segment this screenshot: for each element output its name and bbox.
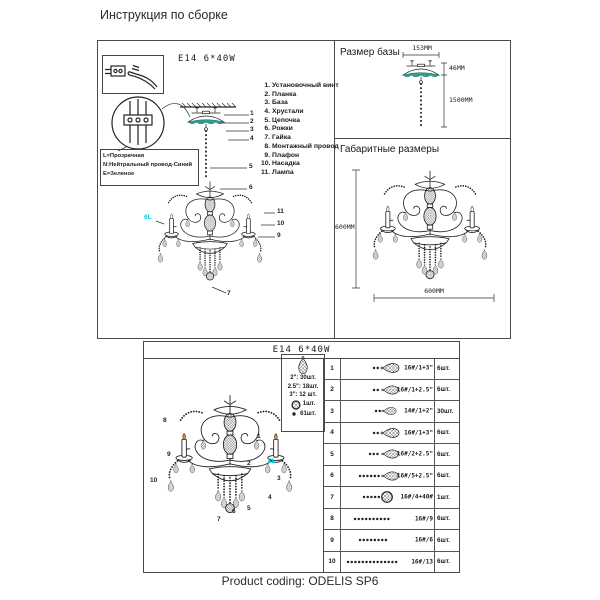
part-number: 3. [264, 99, 270, 107]
part-number: 1. [264, 82, 270, 89]
table-header: E14 6*40W [144, 342, 459, 359]
legend-size-count: 2": 30шт. [290, 375, 316, 381]
overall-size-section [334, 138, 510, 338]
pendant-spec-table [323, 358, 459, 572]
row-spec: 14#/1+2" [404, 407, 433, 415]
bead-chain-pendant-icon [343, 468, 401, 484]
parts-list-item [261, 99, 333, 108]
chandelier-drawing [373, 171, 487, 279]
part-number: 2. [264, 90, 270, 98]
row-qty: 6шт. [434, 552, 459, 573]
row-spec: 16#/5+2.5" [396, 472, 433, 480]
part-number: 8. [264, 142, 270, 150]
lamp-spec-label: E14 6*40W [178, 54, 236, 64]
wiring-note [100, 149, 199, 186]
row-spec: 16#/13 [411, 558, 433, 566]
callout-5: 5 [247, 505, 251, 512]
table-row [324, 358, 459, 380]
pendant-legend [281, 354, 325, 432]
callout-7: 7 [217, 516, 221, 523]
bead-chain-icon [343, 532, 401, 548]
row-number: 5 [324, 444, 341, 465]
legend-size-count: 3": 12 шт. [289, 392, 317, 398]
row-main [341, 401, 434, 422]
overall-width-dim: 600ММ [424, 287, 444, 295]
wiring-note-line: L=Прозрачная [103, 153, 145, 159]
row-qty: 6шт. [434, 423, 459, 444]
callout-1: 1 [250, 110, 254, 117]
parts-list-item [261, 134, 333, 143]
row-spec: 16#/1+2.5" [396, 386, 433, 394]
parts-list [261, 82, 339, 178]
parts-list-item [261, 108, 333, 117]
part-number: 6. [264, 125, 270, 133]
parts-list-item [261, 91, 333, 100]
row-number: 3 [324, 401, 341, 422]
base-size-title: Размер базы [340, 47, 400, 58]
part-number: 9. [264, 151, 270, 159]
table-row [324, 552, 459, 573]
callout-10: 10 [150, 477, 158, 484]
part-number: 11. [261, 168, 271, 176]
legend-bead-row [282, 410, 324, 419]
callout-4: 4 [268, 494, 272, 501]
row-qty: 6шт. [434, 530, 459, 551]
part-label: Рожки [272, 125, 293, 133]
crystal-pendant-icon [296, 356, 310, 374]
row-number: 9 [324, 530, 341, 551]
table-row [324, 509, 459, 531]
row-main [341, 509, 434, 530]
base-height-dim: 46ММ [449, 64, 465, 72]
legend-ball-row [282, 400, 324, 410]
parts-list-item [261, 82, 339, 91]
callout-7: 7 [227, 290, 231, 297]
callout-2: 2 [250, 118, 254, 125]
row-main [341, 487, 434, 508]
product-coding: Product coding: ODELIS SP6 [221, 574, 379, 588]
parts-list-item [261, 117, 333, 126]
row-spec: 16#/1+3" [404, 364, 433, 372]
assembly-section [98, 41, 339, 338]
row-main [341, 552, 434, 573]
page-title: Инструкция по сборке [100, 8, 228, 22]
bead-pendant-icon [343, 446, 401, 462]
row-main [341, 423, 434, 444]
bead-pendant-icon [343, 360, 401, 376]
legend-bead-count: 61шт. [300, 410, 316, 417]
callout-6: 6 [249, 184, 253, 191]
table-row [324, 380, 459, 402]
row-qty: 6шт. [434, 509, 459, 530]
callout-6: 6 [232, 508, 236, 515]
row-main [341, 466, 434, 487]
row-spec: 16#/6 [414, 536, 433, 544]
overall-size-diagram [334, 138, 510, 338]
row-number: 1 [324, 358, 341, 379]
row-spec: 16#/1+3" [404, 429, 433, 437]
part-number: 10. [261, 160, 271, 168]
table-row [324, 444, 459, 466]
row-spec: 16#/4+40# [400, 493, 433, 501]
row-qty: 1шт. [434, 487, 459, 508]
bead-chain-icon [343, 554, 401, 570]
callout-3: 3 [250, 126, 254, 133]
part-number: 7. [264, 134, 270, 142]
upper-instruction-box [97, 40, 511, 339]
part-number: 4. [264, 108, 270, 116]
row-number: 4 [324, 423, 341, 444]
parts-list-item [261, 152, 333, 161]
part-number: 5. [264, 116, 270, 124]
part-label: Планка [272, 90, 297, 98]
row-spec: 16#/9 [414, 515, 433, 523]
callout-4: 4 [250, 135, 254, 142]
overall-height-dim: 600ММ [335, 223, 355, 231]
callout-1: 1 [257, 433, 261, 440]
row-number: 7 [324, 487, 341, 508]
legend-ball-count: 1шт. [302, 401, 316, 407]
wiring-detail-circle [112, 97, 164, 149]
chandelier-drawing [168, 395, 292, 513]
callout-5: 5 [249, 163, 253, 170]
row-qty: 6шт. [434, 380, 459, 401]
row-main [341, 444, 434, 465]
table-row [324, 401, 459, 423]
row-number: 6 [324, 466, 341, 487]
callout-9: 9 [277, 232, 281, 239]
callout-6l: 6L [268, 458, 276, 465]
parts-list-item [261, 160, 333, 169]
part-label: Хрустали [272, 108, 304, 116]
row-number: 10 [324, 552, 341, 573]
base-width-dim: 153ММ [412, 44, 432, 52]
row-spec: 16#/2+2.5" [396, 450, 433, 458]
table-row [324, 530, 459, 552]
row-main [341, 358, 434, 379]
bead-chain-icon [343, 511, 401, 527]
row-qty: 6шт. [434, 444, 459, 465]
part-label: База [272, 99, 288, 107]
part-label: Монтажный провод [272, 142, 339, 150]
bead-pendant-icon [343, 403, 401, 419]
wiring-note-line: E=Зеленое [103, 171, 135, 177]
row-number: 8 [324, 509, 341, 530]
table-row [324, 466, 459, 488]
row-main [341, 380, 434, 401]
ceiling-canopy-drawing [188, 107, 224, 131]
parts-list-item [261, 142, 339, 152]
overall-size-title: Габаритные размеры [340, 144, 440, 155]
base-size-diagram [334, 41, 510, 138]
parts-list-item [261, 169, 333, 178]
legend-size-count: 2.5": 18шт. [287, 383, 319, 390]
callout-3: 3 [277, 475, 281, 482]
row-number: 2 [324, 380, 341, 401]
bead-pendant-icon [343, 425, 401, 441]
part-label: Насадка [272, 160, 300, 168]
chandelier-drawing [158, 181, 262, 280]
callout-8: 8 [163, 417, 167, 424]
part-label: Цепочка [272, 116, 301, 124]
base-size-section [334, 41, 510, 139]
callout-6l: 6L [144, 214, 152, 221]
base-chain-dim: 1500ММ [449, 96, 473, 104]
table-row [324, 423, 459, 445]
row-main [341, 530, 434, 551]
bead-chain-ball-icon [343, 489, 401, 505]
parts-table-box [143, 341, 460, 573]
part-label: Плафон [272, 151, 300, 159]
part-label: Гайка [272, 134, 291, 142]
callout-9: 9 [167, 451, 171, 458]
row-qty: 30шт. [434, 401, 459, 422]
crystal-ball-icon [291, 400, 301, 410]
part-label: Установочный винт [272, 82, 339, 89]
row-qty: 6шт. [434, 358, 459, 379]
parts-list-item [261, 125, 333, 134]
callout-10: 10 [277, 220, 285, 227]
callout-11: 11 [277, 208, 284, 215]
callout-2: 2 [247, 460, 251, 467]
row-qty: 6шт. [434, 466, 459, 487]
part-label: Лампа [272, 168, 294, 176]
bead-icon [290, 410, 298, 418]
table-row [324, 487, 459, 509]
wiring-note-line: N:Нейтральный провод-Синий [103, 162, 193, 168]
bead-pendant-icon [343, 382, 401, 398]
